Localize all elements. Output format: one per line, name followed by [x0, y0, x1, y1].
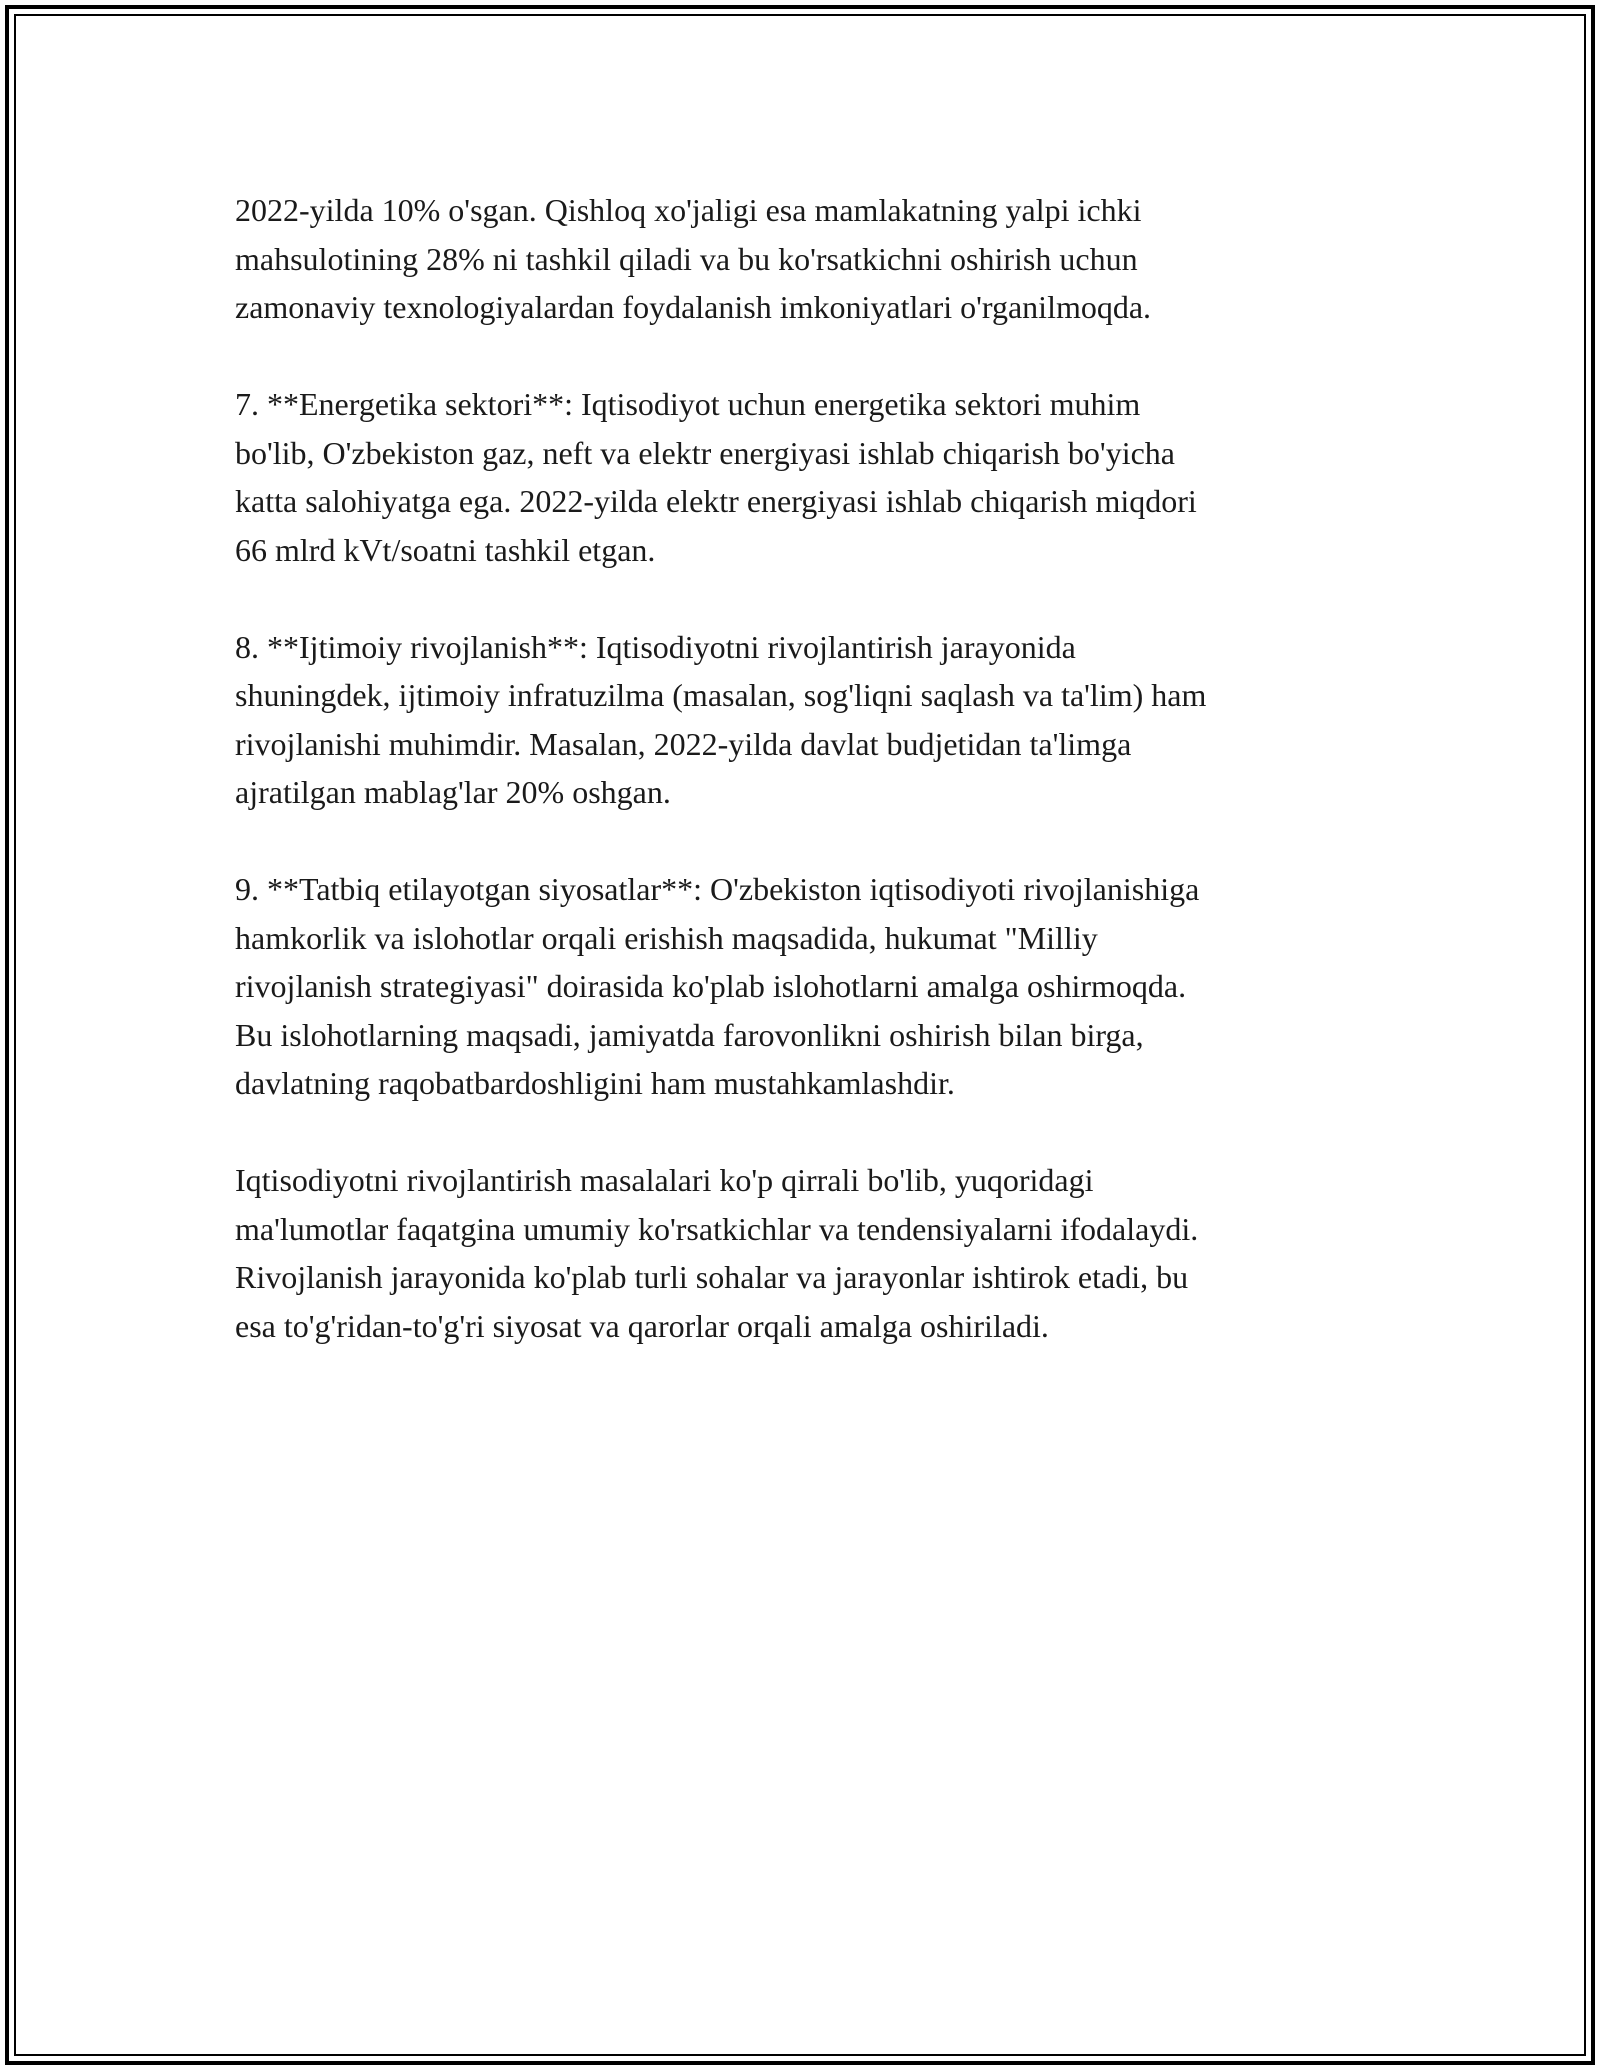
text-line: davlatning raqobatbardoshligini ham mustahkamlashdir.	[235, 1065, 955, 1101]
paragraph-policies	[235, 865, 1365, 1108]
text-line: rivojlanishi muhimdir. Masalan, 2022-yilda davlat budjetidan ta'limga	[235, 725, 1132, 762]
paragraph-social-development	[235, 623, 1365, 817]
text-line: shuningdek, ijtimoiy infratuzilma (masalan, sog'liqni saqlash va ta'lim) ham	[235, 677, 1207, 713]
text-line: zamonaviy texnologiyalardan foydalanish imkoniyatlari o'rganilmoqda.	[235, 289, 1152, 325]
document-body	[235, 186, 1365, 1399]
text-line: hamkorlik va islohotlar orqali erishish maqsadida, hukumat "Milliy	[235, 919, 1098, 956]
text-line: katta salohiyatga ega. 2022-yilda elektr energiyasi ishlab chiqarish miqdori	[235, 483, 1197, 519]
text-line: esa to'g'ridan-to'g'ri siyosat va qarorlar orqali amalga oshiriladi.	[235, 1307, 1049, 1344]
text-line: bo'lib, O'zbekiston gaz, neft va elektr energiyasi ishlab chiqarish bo'yicha	[235, 434, 1175, 471]
text-line: rivojlanish strategiyasi" doirasida ko'plab islohotlarni amalga oshirmoqda.	[235, 968, 1187, 1004]
text-line: ajratilgan mablag'lar 20% oshgan.	[235, 774, 671, 810]
text-line: 9. **Tatbiq etilayotgan siyosatlar**: O'zbekiston iqtisodiyoti rivojlanishiga	[235, 871, 1200, 907]
text-line: Rivojlanish jarayonida ko'plab turli sohalar va jarayonlar ishtirok etadi, bu	[235, 1259, 1189, 1295]
paragraph-energy-sector	[235, 380, 1365, 574]
text-line: 7. **Energetika sektori**: Iqtisodiyot uchun energetika sektori muhim	[235, 386, 1141, 422]
text-line: Bu islohotlarning maqsadi, jamiyatda farovonlikni oshirish bilan birga,	[235, 1016, 1144, 1053]
text-line: ma'lumotlar faqatgina umumiy ko'rsatkichlar va tendensiyalarni ifodalaydi.	[235, 1210, 1199, 1247]
text-line: 8. **Ijtimoiy rivojlanish**: Iqtisodiyotni rivojlantirish jarayonida	[235, 628, 1076, 665]
paragraph-agriculture	[235, 186, 1365, 332]
text-line: 2022-yilda 10% o'sgan. Qishloq xo'jaligi esa mamlakatning yalpi ichki	[235, 192, 1142, 228]
paragraph-conclusion	[235, 1156, 1365, 1350]
text-line: 66 mlrd kVt/soatni tashkil etgan.	[235, 531, 656, 568]
text-line: Iqtisodiyotni rivojlantirish masalalari ko'p qirrali bo'lib, yuqoridagi	[235, 1162, 1094, 1198]
text-line: mahsulotining 28% ni tashkil qiladi va bu ko'rsatkichni oshirish uchun	[235, 240, 1138, 277]
